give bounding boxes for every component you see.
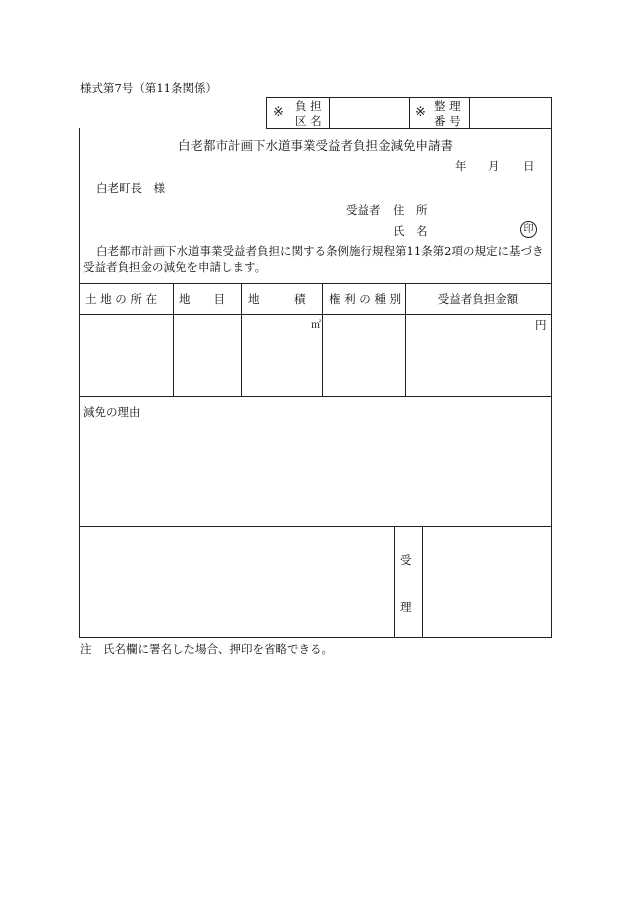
- form-label: 様式第7号（第11条関係）: [80, 81, 217, 95]
- addressee: 白老町長 様: [96, 181, 165, 195]
- header-charge-amount: 受益者負担金額: [437, 292, 519, 306]
- applicant-label: 受益者: [346, 203, 381, 217]
- district-label-top: 負 担: [295, 99, 322, 113]
- cell-location[interactable]: [81, 316, 171, 394]
- header-land-category: 地 目: [179, 292, 225, 306]
- district-label-bottom: 区 名: [295, 114, 322, 128]
- remarks-area: [81, 528, 392, 635]
- receipt-char-2: 理: [400, 600, 412, 614]
- amount-unit: 円: [535, 318, 547, 332]
- footnote: 注 氏名欄に署名した場合、押印を省略できる。: [80, 642, 333, 656]
- note-mark: ※: [415, 105, 426, 120]
- receipt-stamp-area[interactable]: [424, 528, 549, 635]
- header-area: 地 積: [248, 292, 306, 306]
- seal-mark: [520, 221, 537, 238]
- reason-field[interactable]: [81, 422, 549, 524]
- cell-charge-amount[interactable]: [407, 316, 549, 394]
- cell-land-category[interactable]: [175, 316, 239, 394]
- date-month: 月: [488, 159, 500, 173]
- page-title: 白老都市計画下水道事業受益者負担金減免申請書: [177, 138, 453, 153]
- body-text-line1: 白老都市計画下水道事業受益者負担に関する条例施行規程第11条第2項の規定に基づき: [96, 244, 544, 258]
- note-mark: ※: [273, 105, 284, 120]
- number-label-top: 整 理: [434, 99, 461, 113]
- seal-text: 印: [523, 224, 534, 235]
- body-text-line2: 受益者負担金の減免を申請します。: [83, 260, 267, 274]
- receipt-char-1: 受: [400, 553, 412, 567]
- header-rights-type: 権 利 の 種 別: [329, 292, 402, 306]
- date-year: 年: [455, 159, 467, 173]
- number-label-bottom: 番 号: [434, 114, 461, 128]
- cell-rights-type[interactable]: [324, 316, 403, 394]
- reason-label: 減免の理由: [83, 405, 141, 419]
- address-label: 住 所: [393, 203, 428, 217]
- cell-area[interactable]: [243, 316, 320, 394]
- header-location: 土 地 の 所 在: [85, 292, 158, 306]
- date-day: 日: [523, 159, 535, 173]
- name-label: 氏 名: [393, 224, 428, 238]
- area-unit: ㎡: [311, 320, 321, 331]
